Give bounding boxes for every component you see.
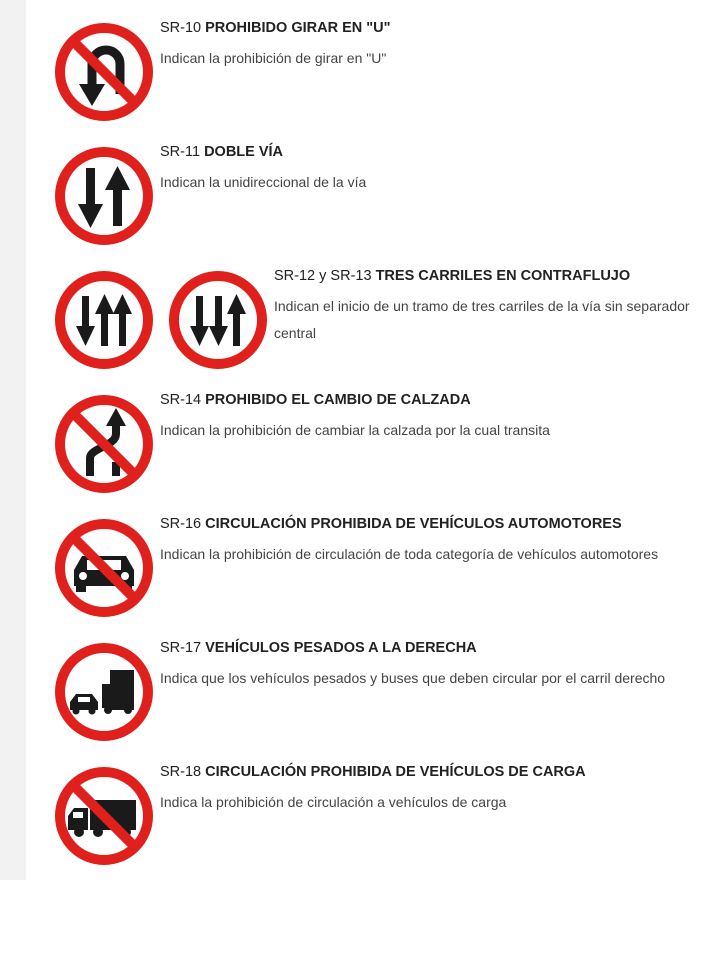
sign-description: Indica que los vehículos pesados y buses que deben circular por el carril derecho [160,670,666,686]
no-u-turn-icon [52,20,156,124]
two-way-traffic-icon [52,144,156,248]
sign-title: SR-17 VEHÍCULOS PESADOS A LA DERECHA [160,640,477,656]
sign-description: Indican la prohibición de girar en "U" [160,50,387,66]
sign-title: SR-10 PROHIBIDO GIRAR EN "U" [160,20,391,36]
sign-title: SR-18 CIRCULACIÓN PROHIBIDA DE VEHÍCULOS DE CARGA [160,764,586,780]
no-lane-change-icon [52,392,156,496]
sign-title: SR-16 CIRCULACIÓN PROHIBIDA DE VEHÍCULOS AUTOMOTORES [160,516,622,532]
sign-description: Indica la prohibición de circulación a vehículos de carga [160,794,507,810]
sign-title: SR-11 DOBLE VÍA [160,144,284,160]
sign-description: Indican la prohibición de cambiar la calzada por la cual transita [160,422,550,438]
sidebar-strip [0,0,26,880]
sign-title: SR-12 y SR-13 TRES CARRILES EN CONTRAFLUJO [274,268,631,284]
three-lanes-one-down-two-up-icon [52,268,156,372]
no-motor-vehicles-icon [52,516,156,620]
sign-description: Indican la unidireccional de la vía [160,174,367,190]
three-lanes-two-down-one-up-icon [166,268,270,372]
sign-description: Indican la prohibición de circulación de toda categoría de vehículos automotores [160,546,659,562]
sign-title: SR-14 PROHIBIDO EL CAMBIO DE CALZADA [160,392,471,408]
heavy-vehicles-right-icon [52,640,156,744]
sign-description: Indican el inicio de un tramo de tres carriles de la vía sin separador central [274,298,690,341]
no-trucks-icon [52,764,156,868]
